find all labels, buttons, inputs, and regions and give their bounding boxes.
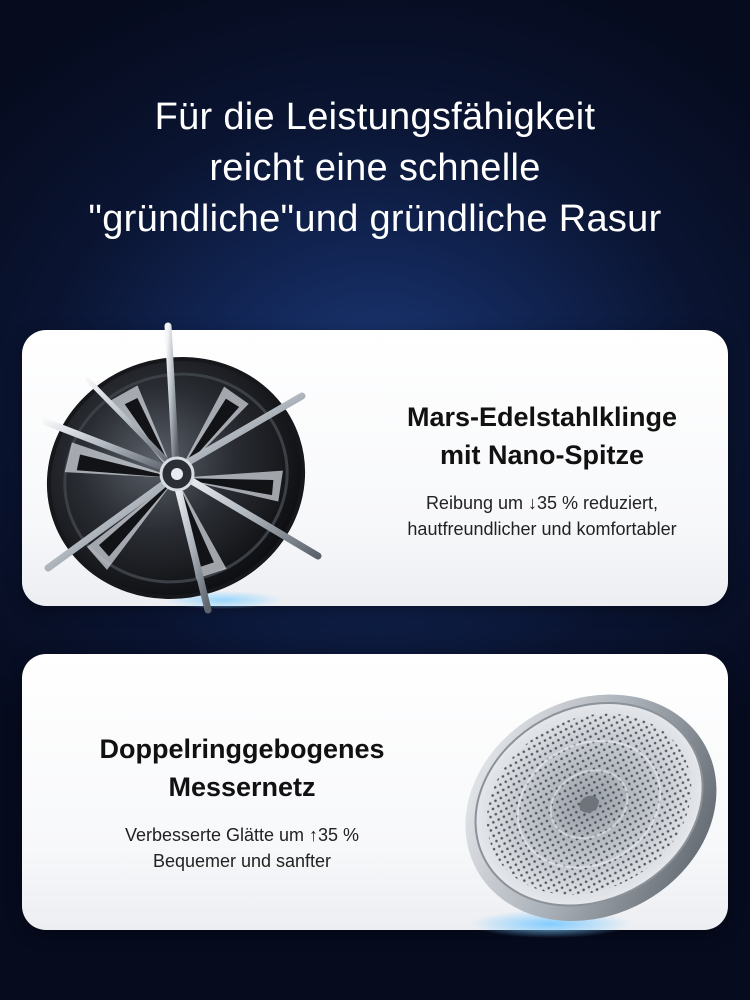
feature-title-foil <box>42 730 442 806</box>
feature-card-foil-text <box>42 730 442 874</box>
feature-desc-line-2: Bequemer und sanfter <box>152 851 332 871</box>
feature-desc-line-1: Reibung um ↓35 % reduziert, <box>425 493 659 513</box>
headline-line-3: "gründliche"und gründliche Rasur <box>88 198 662 240</box>
feature-desc-line-1: Verbesserte Glätte um ↑35 % <box>124 825 360 845</box>
feature-title-line-1: Doppelringgebogenes <box>99 734 385 764</box>
page-headline <box>0 92 750 245</box>
rotary-blade-icon <box>18 318 334 618</box>
feature-title-line-1: Mars-Edelstahlklinge <box>406 402 678 432</box>
feature-title-line-2: mit Nano-Spitze <box>439 440 644 470</box>
feature-title-blade <box>352 398 732 474</box>
headline-line-2: reicht eine schnelle <box>209 147 541 189</box>
feature-desc-line-2: hautfreundlicher und komfortabler <box>407 519 677 539</box>
shaver-foil-icon <box>440 676 730 946</box>
feature-card-blade-text <box>352 398 732 542</box>
feature-title-line-2: Messernetz <box>168 772 316 802</box>
headline-line-1: Für die Leistungsfähigkeit <box>154 96 596 138</box>
